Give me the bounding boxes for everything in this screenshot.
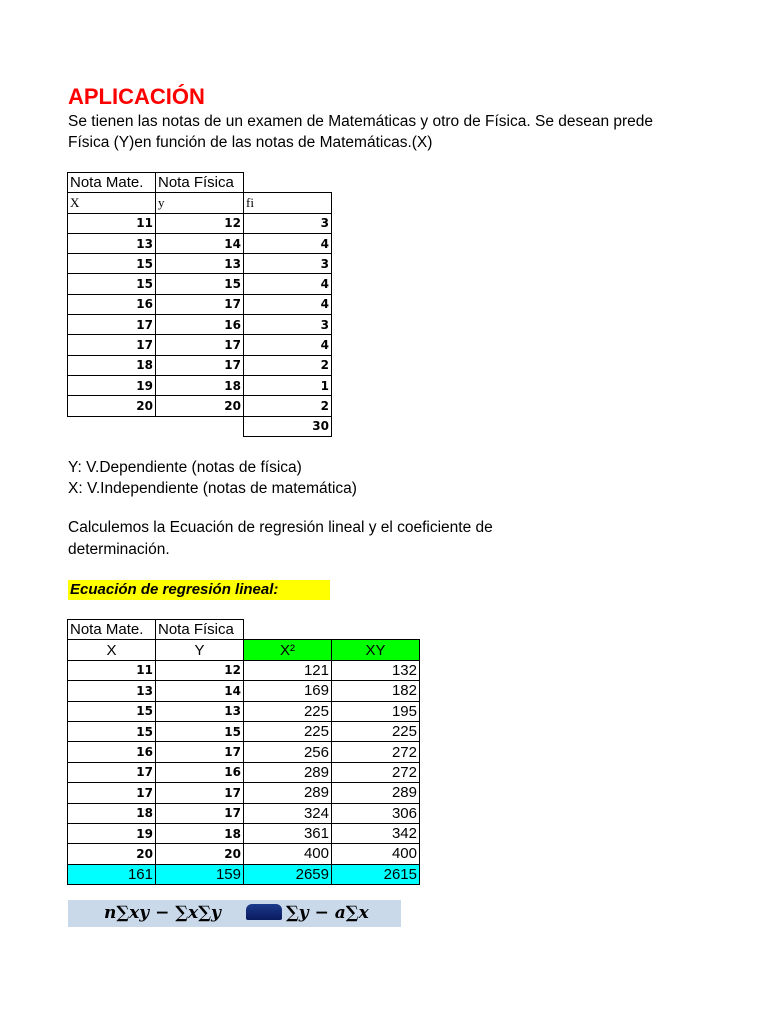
regression-table [67, 619, 420, 885]
table-cell: 225 [332, 721, 420, 741]
total-cell: 30 [244, 416, 332, 436]
table-cell: 17 [156, 742, 244, 762]
column-subheader: y [156, 193, 244, 213]
column-header [244, 173, 332, 193]
table-row [68, 681, 420, 701]
table-row [68, 844, 420, 864]
table-cell: 182 [332, 681, 420, 701]
table-cell: 18 [68, 355, 156, 375]
table-header-row [68, 620, 420, 640]
empty-cell [244, 620, 332, 640]
calc-line-2: determinación. [68, 541, 170, 558]
table-cell: 13 [68, 233, 156, 253]
empty-cell [68, 416, 156, 436]
table-cell: 3 [244, 315, 332, 335]
table-cell: 19 [68, 375, 156, 395]
table-subheader-row [68, 193, 332, 213]
page-title: APLICACIÓN [68, 84, 205, 109]
formula-overlay-shape [246, 904, 282, 920]
column-subheader: Y [156, 640, 244, 660]
table-row [68, 803, 420, 823]
table-row [68, 823, 420, 843]
column-header: Nota Física [156, 620, 244, 640]
table-subheader-row [68, 640, 420, 660]
table-row [68, 274, 332, 294]
table-cell: 4 [244, 294, 332, 314]
table-header-row [68, 173, 332, 193]
intro-line-1: Se tienen las notas de un examen de Matemáticas y otro de Física. Se desean prede [68, 113, 654, 130]
table-cell: 400 [244, 844, 332, 864]
table-cell: 4 [244, 274, 332, 294]
definition-dependent: Y: V.Dependiente (notas de física) [68, 459, 302, 476]
table-cell: 16 [68, 294, 156, 314]
table-cell: 15 [68, 254, 156, 274]
table-cell: 17 [68, 783, 156, 803]
intro-line-2: Física (Y)en función de las notas de Matemáticas.(X) [68, 134, 433, 151]
table-row [68, 335, 332, 355]
table-cell: 4 [244, 335, 332, 355]
total-cell: 2615 [332, 864, 420, 884]
table-cell: 4 [244, 233, 332, 253]
table-cell: 17 [68, 762, 156, 782]
table-cell: 15 [156, 721, 244, 741]
table-cell: 289 [244, 783, 332, 803]
table-cell: 18 [156, 375, 244, 395]
column-subheader: X [68, 193, 156, 213]
table-cell: 121 [244, 660, 332, 680]
table-cell: 17 [156, 355, 244, 375]
table-cell: 17 [156, 294, 244, 314]
table-cell: 15 [68, 721, 156, 741]
table-row [68, 213, 332, 233]
table-cell: 289 [244, 762, 332, 782]
totals-row [68, 864, 420, 884]
table-cell: 17 [68, 315, 156, 335]
column-header: Nota Mate. [68, 620, 156, 640]
table-row [68, 660, 420, 680]
formula-slope-numerator: n∑xy − ∑x∑y [104, 903, 221, 923]
table-cell: 306 [332, 803, 420, 823]
table-cell: 19 [68, 823, 156, 843]
table-cell: 16 [156, 762, 244, 782]
table-cell: 3 [244, 213, 332, 233]
table-row [68, 233, 332, 253]
table-cell: 14 [156, 681, 244, 701]
table-cell: 20 [156, 396, 244, 416]
table-cell: 11 [68, 660, 156, 680]
empty-cell [332, 620, 420, 640]
table-cell: 272 [332, 742, 420, 762]
table-cell: 2 [244, 355, 332, 375]
column-header: Nota Física [156, 173, 244, 193]
column-subheader: XY [332, 640, 420, 660]
table-row [68, 375, 332, 395]
table-row [68, 294, 332, 314]
table-cell: 12 [156, 213, 244, 233]
table-cell: 361 [244, 823, 332, 843]
table-row [68, 315, 332, 335]
table-cell: 225 [244, 701, 332, 721]
total-cell: 159 [156, 864, 244, 884]
table-cell: 15 [68, 274, 156, 294]
table-cell: 16 [156, 315, 244, 335]
table-cell: 17 [68, 335, 156, 355]
table-cell: 272 [332, 762, 420, 782]
table-cell: 20 [68, 396, 156, 416]
table-cell: 2 [244, 396, 332, 416]
table-cell: 225 [244, 721, 332, 741]
table-cell: 15 [68, 701, 156, 721]
table-row [68, 701, 420, 721]
table-row [68, 783, 420, 803]
total-row [68, 416, 332, 436]
total-cell: 161 [68, 864, 156, 884]
table-cell: 1 [244, 375, 332, 395]
table-cell: 132 [332, 660, 420, 680]
table-cell: 289 [332, 783, 420, 803]
column-subheader: X [68, 640, 156, 660]
frequency-table [67, 172, 332, 437]
table-cell: 20 [156, 844, 244, 864]
table-cell: 17 [156, 335, 244, 355]
table-cell: 13 [156, 701, 244, 721]
column-subheader: X² [244, 640, 332, 660]
table-cell: 20 [68, 844, 156, 864]
table-cell: 16 [68, 742, 156, 762]
table-cell: 13 [156, 254, 244, 274]
table-row [68, 355, 332, 375]
table-row [68, 742, 420, 762]
table-cell: 15 [156, 274, 244, 294]
total-cell: 2659 [244, 864, 332, 884]
column-header: Nota Mate. [68, 173, 156, 193]
table-cell: 324 [244, 803, 332, 823]
formula-intercept-numerator: ∑y − a∑x [286, 903, 369, 923]
table-cell: 18 [156, 823, 244, 843]
table-cell: 14 [156, 233, 244, 253]
calc-line-1: Calculemos la Ecuación de regresión lineal y el coeficiente de [68, 519, 493, 536]
table-cell: 256 [244, 742, 332, 762]
table-row [68, 254, 332, 274]
table-cell: 18 [68, 803, 156, 823]
table-cell: 17 [156, 803, 244, 823]
definition-independent: X: V.Independiente (notas de matemática) [68, 480, 357, 497]
table-cell: 400 [332, 844, 420, 864]
table-cell: 342 [332, 823, 420, 843]
column-subheader: fi [244, 193, 332, 213]
table-row [68, 396, 332, 416]
table-row [68, 721, 420, 741]
empty-cell [156, 416, 244, 436]
table-cell: 11 [68, 213, 156, 233]
table-cell: 3 [244, 254, 332, 274]
regression-formula-image [68, 900, 401, 927]
table-cell: 13 [68, 681, 156, 701]
table-cell: 169 [244, 681, 332, 701]
equation-heading: Ecuación de regresión lineal: [68, 580, 330, 600]
table-cell: 12 [156, 660, 244, 680]
table-row [68, 762, 420, 782]
table-cell: 17 [156, 783, 244, 803]
table-cell: 195 [332, 701, 420, 721]
